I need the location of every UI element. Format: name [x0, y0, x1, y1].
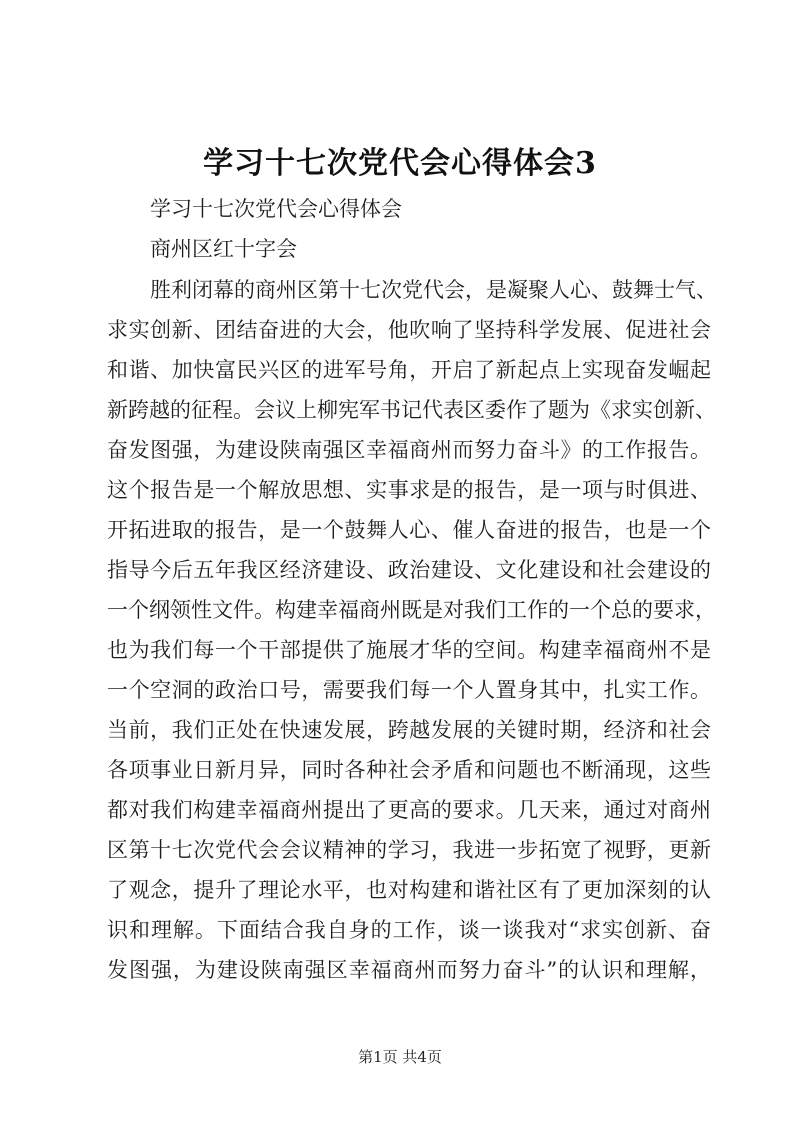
body-line: 和谐、加快富民兴区的进军号角，开启了新起点上实现奋发崛起: [107, 358, 711, 382]
body-line: 识和理解。下面结合我自身的工作，谈一谈我对“求实创新、奋: [107, 918, 711, 942]
body-line: 一个纲领性文件。构建幸福商州既是对我们工作的一个总的要求，: [107, 598, 716, 622]
body-line: 求实创新、团结奋进的大会，他吹响了坚持科学发展、促进社会: [107, 318, 711, 342]
body-line: 各项事业日新月异，同时各种社会矛盾和问题也不断涌现，这些: [107, 758, 711, 782]
body-line: 胜利闭幕的商州区第十七次党代会，是凝聚人心、鼓舞士气、: [150, 278, 717, 302]
document-title: 学习十七次党代会心得体会3: [203, 146, 597, 181]
body-line: 奋发图强，为建设陕南强区幸福商州而努力奋斗》的工作报告。: [107, 438, 711, 462]
body-line: 了观念，提升了理论水平，也对构建和谐社区有了更加深刻的认: [107, 878, 711, 902]
body-line: 也为我们每一个干部提供了施展才华的空间。构建幸福商州不是: [107, 638, 711, 662]
body-line: 一个空洞的政治口号，需要我们每一个人置身其中，扎实工作。: [107, 678, 711, 702]
body-line: 新跨越的征程。会议上柳宪军书记代表区委作了题为《求实创新、: [107, 398, 716, 422]
document-author: 商州区红十字会: [150, 237, 297, 261]
body-line: 指导今后五年我区经济建设、政治建设、文化建设和社会建设的: [107, 558, 711, 582]
body-line: 区第十七次党代会会议精神的学习，我进一步拓宽了视野，更新: [107, 838, 711, 862]
body-line: 这个报告是一个解放思想、实事求是的报告，是一项与时俱进、: [107, 478, 711, 502]
body-line: 开拓进取的报告，是一个鼓舞人心、催人奋进的报告，也是一个: [107, 518, 711, 542]
page-number-footer: 第1页 共4页: [358, 1048, 442, 1066]
body-line: 都对我们构建幸福商州提出了更高的要求。几天来，通过对商州: [107, 798, 711, 822]
document-subtitle: 学习十七次党代会心得体会: [150, 197, 402, 221]
body-line: 当前，我们正处在快速发展，跨越发展的关键时期，经济和社会: [107, 718, 711, 742]
body-line: 发图强，为建设陕南强区幸福商州而努力奋斗”的认识和理解，: [107, 958, 711, 982]
